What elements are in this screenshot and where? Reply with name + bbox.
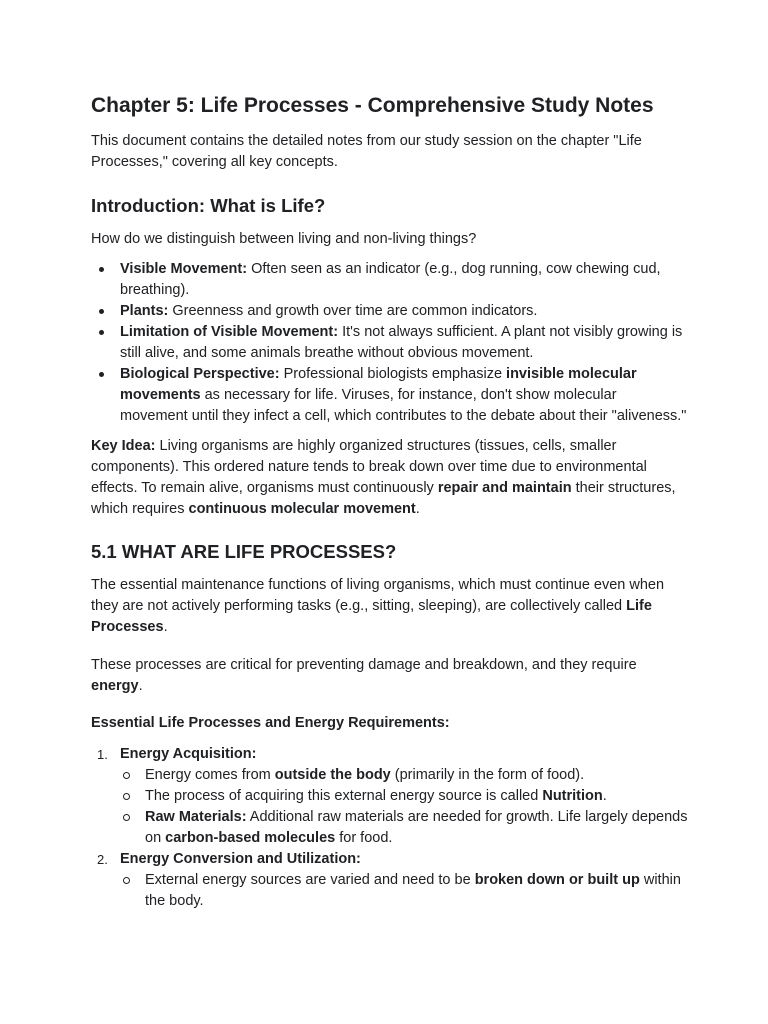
list-item-title: Energy Acquisition: <box>120 746 257 762</box>
sub-text: within the body. <box>145 872 681 909</box>
key-idea-paragraph <box>91 436 688 520</box>
key-idea-bold: repair and maintain <box>437 480 572 496</box>
intro-bullet-list <box>91 259 688 427</box>
sub-bold: outside the body <box>274 767 391 783</box>
bullet-text: Professional biologists emphasize <box>279 366 507 382</box>
sub-list <box>120 765 688 849</box>
bullet-text: Greenness and growth over time are common indicators. <box>168 303 538 319</box>
intro-question: How do we distinguish between living and non-living things? <box>91 231 477 247</box>
sub-text: External energy sources are varied and need to be <box>145 872 475 888</box>
sub-text: for food. <box>335 830 393 846</box>
sub-label: Raw Materials: <box>145 809 247 825</box>
bullet-bold-text: invisible molecular movements <box>120 366 637 403</box>
sub-item <box>120 786 688 807</box>
bullet-visible-movement <box>91 259 688 301</box>
sub-text: . <box>602 788 607 804</box>
document-title: Chapter 5: Life Processes - Comprehensive Study Notes <box>91 94 654 117</box>
list-item-title: Energy Conversion and Utilization: <box>120 851 361 867</box>
subheading-essential-processes: Essential Life Processes and Energy Requirements: <box>91 715 450 731</box>
key-idea-text: . <box>415 501 420 517</box>
paragraph-bold: energy <box>91 678 139 694</box>
paragraph-text: . <box>163 619 168 635</box>
sub-list <box>120 870 688 912</box>
section-heading-life-processes: 5.1 WHAT ARE LIFE PROCESSES? <box>91 541 397 562</box>
paragraph-text: The essential maintenance functions of living organisms, which must continue even when they are not actively performing tasks (e.g., sitting, sleeping), are collectively called <box>91 577 665 614</box>
sub-bullet-circle <box>123 814 130 821</box>
paragraph-text: . <box>138 678 143 694</box>
bullet-text: as necessary for life. Viruses, for instance, don't show molecular movement until they infect a cell, which contributes to the debate about their "aliveness." <box>120 387 687 424</box>
intro-paragraph: This document contains the detailed notes from our study session on the chapter "Life Processes," covering all key concepts. <box>91 133 642 170</box>
paragraph-text: These processes are critical for preventing damage and breakdown, and they require <box>91 657 637 673</box>
sub-bold: carbon-based molecules <box>165 830 336 846</box>
bullet-text: Often seen as an indicator (e.g., dog running, cow chewing cud, breathing). <box>120 261 661 298</box>
list-item-energy-acquisition <box>91 744 688 849</box>
sub-item <box>120 870 688 912</box>
bullet-dot <box>99 330 104 335</box>
bullet-label: Visible Movement: <box>120 261 248 277</box>
bullet-limitation <box>91 322 688 364</box>
key-idea-text: their structures, which requires <box>91 480 676 517</box>
sub-text: Energy comes from <box>145 767 275 783</box>
sub-text: The process of acquiring this external energy source is called <box>145 788 543 804</box>
list-number: 2. <box>97 852 108 867</box>
list-item-energy-conversion <box>91 849 688 912</box>
section-heading-introduction: Introduction: What is Life? <box>91 195 326 216</box>
bullet-label: Plants: <box>120 303 169 319</box>
bullet-plants <box>91 301 688 322</box>
sub-bullet-circle <box>123 772 130 779</box>
bullet-label: Biological Perspective: <box>120 366 280 382</box>
sub-bold: Nutrition <box>542 788 603 804</box>
key-idea-text: Living organisms are highly organized structures (tissues, cells, smaller components). This ordered nature tends to break down over time due to environmental effects. To remain alive, organisms must continuously <box>91 438 647 496</box>
bullet-dot <box>99 372 104 377</box>
sub-text: (primarily in the form of food). <box>390 767 585 783</box>
key-idea-label: Key Idea: <box>91 438 156 454</box>
list-number: 1. <box>97 747 108 762</box>
energy-paragraph <box>91 655 688 697</box>
sub-text: Additional raw materials are needed for growth. Life largely depends on <box>145 809 688 846</box>
bullet-text: It's not always sufficient. A plant not visibly growing is still alive, and some animals breathe without obvious movement. <box>120 324 683 361</box>
sub-bullet-circle <box>123 793 130 800</box>
life-processes-paragraph <box>91 575 688 638</box>
sub-item <box>120 765 688 786</box>
sub-bold: broken down or built up <box>474 872 640 888</box>
sub-bullet-circle <box>123 877 130 884</box>
key-idea-bold: continuous molecular movement <box>188 501 416 517</box>
bullet-label: Limitation of Visible Movement: <box>120 324 339 340</box>
bullet-biological-perspective <box>91 364 688 427</box>
bullet-dot <box>99 267 104 272</box>
sub-item <box>120 807 688 849</box>
paragraph-bold: Life Processes <box>91 598 652 635</box>
bullet-dot <box>99 309 104 314</box>
life-processes-list <box>91 744 688 912</box>
